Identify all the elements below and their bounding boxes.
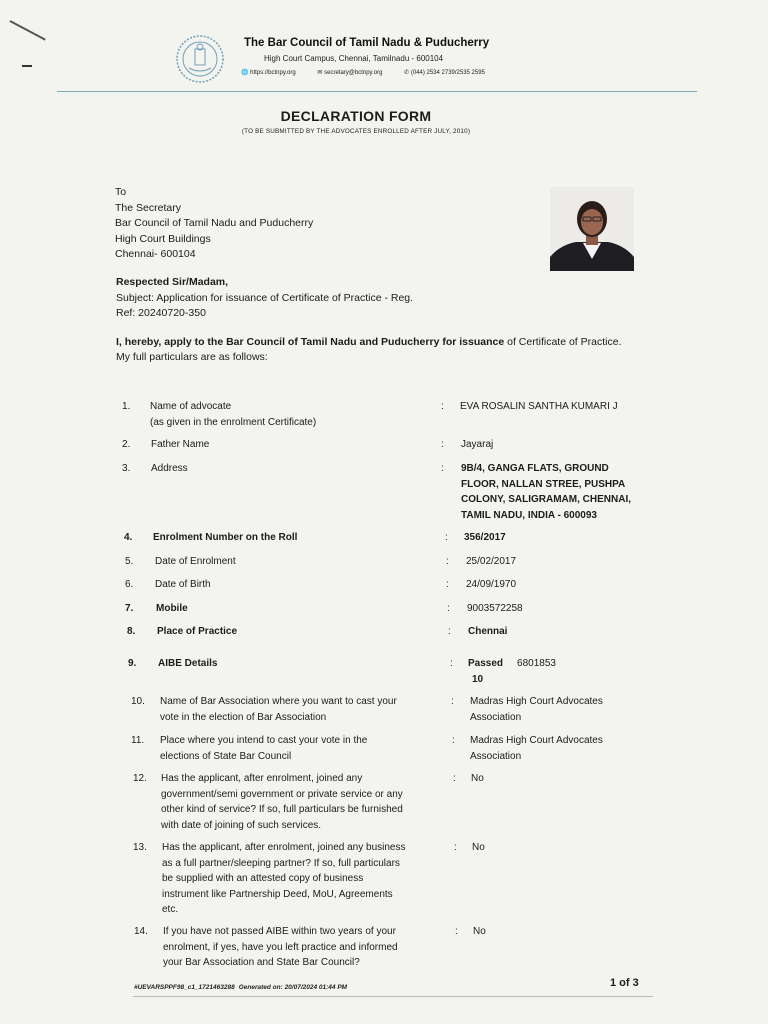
particular-value xyxy=(461,437,700,453)
particular-label-line: Address xyxy=(151,463,188,474)
particular-value xyxy=(466,577,700,593)
particular-value xyxy=(473,924,700,940)
particular-label-line: government/semi government or private service or any xyxy=(161,788,403,800)
particular-value xyxy=(470,694,700,725)
particular-value xyxy=(468,656,700,687)
particular-label-line: Date of Enrolment xyxy=(155,556,236,567)
particular-label-line: Father Name xyxy=(151,439,210,450)
particular-value xyxy=(470,733,700,764)
generated-on: Generated on: 20/07/2024 01:44 PM xyxy=(238,984,348,991)
particular-value-line: Passed 6801853 xyxy=(468,658,556,669)
particular-label-line: etc. xyxy=(162,904,179,915)
particular-value xyxy=(472,840,700,856)
header-divider xyxy=(57,91,697,92)
particular-label-line: Has the applicant, after enrolment, joined any xyxy=(161,773,363,784)
particular-label-line: Name of advocate xyxy=(150,401,232,412)
particular-number: 6. xyxy=(125,579,134,590)
particular-value-line: Jayaraj xyxy=(461,439,494,450)
particular-colon: : xyxy=(441,439,444,450)
particular-value-line: Association xyxy=(470,711,522,723)
particular-colon: : xyxy=(441,463,444,474)
scan-mark xyxy=(10,20,46,41)
particular-label xyxy=(155,554,442,570)
particular-value-line: Madras High Court Advocates xyxy=(470,735,603,746)
particular-label-line: your Bar Association and State Bar Council? xyxy=(163,957,360,968)
particular-label xyxy=(160,694,447,725)
particular-colon: : xyxy=(446,579,449,590)
subject-line: Subject: Application for issuance of Certificate of Practice - Reg. xyxy=(116,291,414,304)
particular-label-line: Enrolment Number on the Roll xyxy=(153,532,298,543)
particular-number: 4. xyxy=(124,532,133,543)
recipient-line: High Court Buildings xyxy=(115,232,211,245)
particular-label-line: other kind of service? If so, full particulars be furnished xyxy=(161,804,403,815)
particular-value xyxy=(467,601,700,617)
particular-label xyxy=(157,624,444,640)
particular-label xyxy=(162,840,450,918)
particular-label-line: Mobile xyxy=(156,603,188,614)
particular-label-line: with date of joining of such services. xyxy=(161,819,322,831)
recipient-line: Chennai- 600104 xyxy=(115,248,196,260)
particular-label xyxy=(153,530,441,546)
particular-label-line: AIBE Details xyxy=(158,658,218,669)
particular-colon: : xyxy=(445,532,448,543)
particular-label xyxy=(163,924,451,971)
particular-value-line: 24/09/1970 xyxy=(466,579,517,590)
page-number: 1 of 3 xyxy=(610,977,639,989)
particular-value-line: No xyxy=(473,926,486,937)
particular-number: 1. xyxy=(122,401,131,412)
particular-colon: : xyxy=(453,773,456,784)
particular-colon: : xyxy=(446,556,449,567)
footer-divider xyxy=(133,996,653,997)
particular-label-line: Place of Practice xyxy=(157,626,238,637)
particular-colon: : xyxy=(448,626,451,637)
particular-number: 10. xyxy=(131,696,145,707)
intro-rest: of Certificate of Practice. xyxy=(504,336,622,348)
particular-value-line: 356/2017 xyxy=(464,532,506,543)
particular-value-line: Madras High Court Advocates xyxy=(470,696,603,707)
particular-value-line: 9003572258 xyxy=(467,603,523,614)
recipient-to: To xyxy=(115,186,127,198)
particular-value-line: No xyxy=(471,773,484,784)
council-address: High Court Campus, Chennai, Tamilnadu - 600104 xyxy=(264,54,444,63)
intro-line2: My full particulars are as follows: xyxy=(116,351,268,363)
recipient-address xyxy=(115,185,313,263)
particular-value-line: 10 xyxy=(472,673,484,685)
particular-label xyxy=(150,399,437,430)
particular-value xyxy=(466,554,700,570)
particular-value-line: Association xyxy=(470,750,522,762)
particular-colon: : xyxy=(450,658,453,669)
website-link[interactable]: https://bctnpy.org xyxy=(250,70,296,76)
particular-label xyxy=(161,771,449,833)
council-title: The Bar Council of Tamil Nadu & Puducherry xyxy=(244,37,490,49)
scan-mark xyxy=(22,65,32,67)
particular-label-line: elections of State Bar Council xyxy=(160,750,292,762)
particular-label-line: as a full partner/sleeping partner? If so, full particulars xyxy=(162,857,400,869)
letter-greeting xyxy=(116,275,413,322)
particular-colon: : xyxy=(441,401,444,412)
particular-number: 5. xyxy=(125,556,134,567)
particular-label xyxy=(158,656,446,672)
particular-label xyxy=(160,733,448,764)
particular-label xyxy=(151,437,437,453)
recipient-line: The Secretary xyxy=(115,201,181,214)
salutation: Respected Sir/Madam, xyxy=(116,276,229,288)
document-id: #UEVARSPPF98_c1_1721463288 xyxy=(134,984,235,991)
particular-number: 3. xyxy=(122,463,131,474)
application-intro xyxy=(116,335,656,365)
particular-label-line: instrument like Partnership Deed, MoU, Agreements xyxy=(162,888,393,900)
intro-bold: I, hereby, apply to the Bar Council of Tamil Nadu and Puducherry for issuance xyxy=(116,336,505,348)
particular-label xyxy=(151,461,437,477)
particular-value xyxy=(468,624,700,640)
particular-value-line: Chennai xyxy=(468,626,508,637)
particular-label-line: enrolment, if yes, have you left practice and informed xyxy=(163,941,398,953)
form-subtitle: (TO BE SUBMITTED BY THE ADVOCATES ENROLLED AFTER JULY, 2010) xyxy=(241,128,471,135)
particular-value xyxy=(464,530,700,546)
particular-value-line: FLOOR, NALLAN STREE, PUSHPA xyxy=(461,478,626,490)
particular-value xyxy=(461,461,700,523)
recipient-line: Bar Council of Tamil Nadu and Puducherry xyxy=(115,217,314,229)
form-title: DECLARATION FORM xyxy=(280,108,432,124)
particular-value xyxy=(471,771,700,787)
particular-number: 14. xyxy=(134,926,148,937)
aibe-number: 6801853 xyxy=(517,658,556,669)
email-link[interactable]: secretary@bctnpy.org xyxy=(324,70,383,76)
particular-label-line: Place where you intend to cast your vote in the xyxy=(160,735,368,746)
particular-label-line: vote in the election of Bar Association xyxy=(160,711,327,723)
particular-value xyxy=(460,399,700,415)
particular-colon: : xyxy=(447,603,450,614)
particular-value-line: 9B/4, GANGA FLATS, GROUND xyxy=(461,463,609,474)
footer-generated xyxy=(134,984,347,991)
particular-label xyxy=(155,577,442,593)
particular-label-line: If you have not passed AIBE within two years of your xyxy=(163,926,396,937)
council-contacts xyxy=(241,69,505,76)
email-text[interactable]: ✉ secretary@bctnpy.org xyxy=(317,70,383,76)
particular-value-line: No xyxy=(472,842,485,853)
bar-council-logo xyxy=(175,34,225,84)
particular-number: 8. xyxy=(127,626,136,637)
phone-text: ✆ (044) 2534 2739/2535 2595 xyxy=(404,70,485,76)
particular-colon: : xyxy=(452,735,455,746)
particular-label xyxy=(156,601,443,617)
particular-value-line: EVA ROSALIN SANTHA KUMARI J xyxy=(460,401,618,412)
particular-number: 11. xyxy=(131,735,145,746)
particular-number: 9. xyxy=(128,658,137,669)
phone-number: (044) 2534 2739/2535 2595 xyxy=(410,70,485,76)
particular-number: 7. xyxy=(125,603,134,614)
website-text[interactable]: 🌐 https://bctnpy.org xyxy=(241,70,296,76)
particular-label-line: (as given in the enrolment Certificate) xyxy=(150,416,317,428)
particular-value-line: COLONY, SALIGRAMAM, CHENNAI, xyxy=(461,494,631,505)
particular-colon: : xyxy=(455,926,458,937)
particular-number: 2. xyxy=(122,439,131,450)
particular-number: 12. xyxy=(133,773,147,784)
reference-line: Ref: 20240720-350 xyxy=(116,307,206,319)
applicant-photo xyxy=(550,187,634,271)
particular-value-line: TAMIL NADU, INDIA - 600093 xyxy=(461,509,597,521)
particular-number: 13. xyxy=(133,842,147,853)
particular-colon: : xyxy=(451,696,454,707)
particular-label-line: be supplied with an attested copy of business xyxy=(162,873,364,884)
particular-value-line: 25/02/2017 xyxy=(466,556,517,567)
particular-label-line: Name of Bar Association where you want to cast your xyxy=(160,696,397,707)
particular-colon: : xyxy=(454,842,457,853)
particular-label-line: Has the applicant, after enrolment, joined any business xyxy=(162,842,406,853)
particular-label-line: Date of Birth xyxy=(155,579,211,590)
